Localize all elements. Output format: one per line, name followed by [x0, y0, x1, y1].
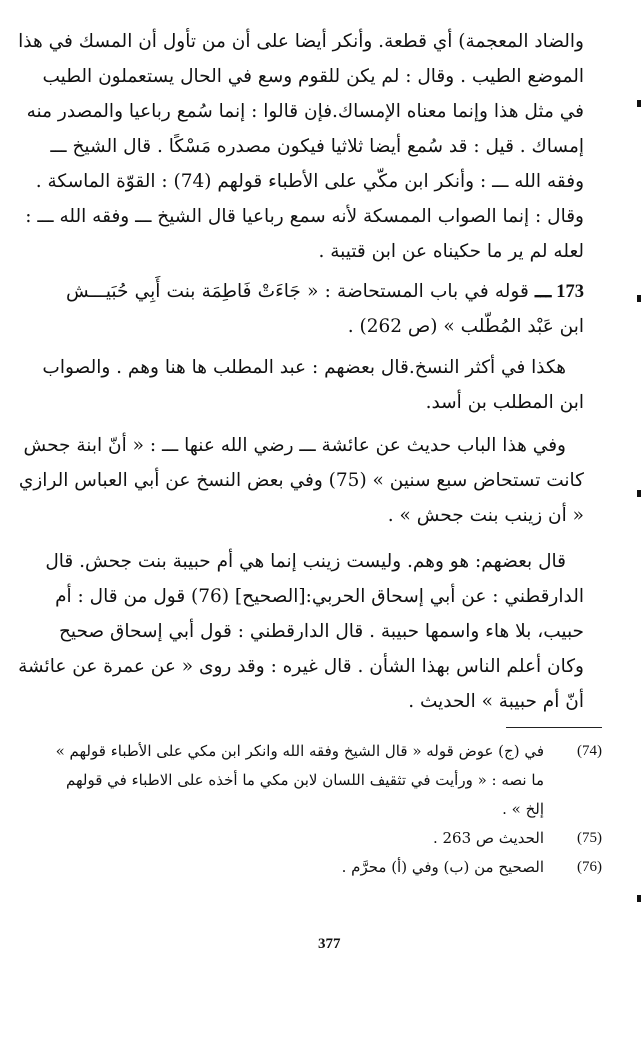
- footnote-74-continued: [66, 795, 602, 824]
- footnote-text: الحديث ص 263 .: [432, 829, 544, 847]
- footnote-76: [66, 853, 602, 882]
- text-line: أنّ أم حبيبة » الحديث .: [408, 691, 584, 712]
- footnote-text: ما نصه : « ورأيت في تثقيف اللسان لابن مكي ما أخذه على الاطباء في قولهم: [66, 771, 544, 789]
- text-line: حبيب، بلا هاء واسمها حبيبة . قال الدارقطني : قول أبي إسحاق صحيح: [58, 621, 584, 642]
- paragraph-1: [18, 24, 584, 269]
- text-line: وفي هذا الباب حديث عن عائشة ـــ رضي الله عنها ـــ : « أنّ ابنة جحش: [23, 435, 566, 456]
- scan-mark: [637, 895, 641, 902]
- text-line: وكان أعلم الناس بهذا الشأن . قال غيره : وقد روى « عن عمرة عن عائشة: [18, 656, 584, 677]
- text-line: « أن زينب بنت جحش » .: [387, 505, 584, 526]
- footnote-74: [55, 737, 602, 766]
- text-line: وقال : إنما الصواب الممسكة لأنه سمع رباعيا قال الشيخ ـــ وفقه الله ـــ :: [25, 206, 584, 227]
- text-line: والضاد المعجمة) أي قطعة. وأنكر أيضا على أن من تأول أن المسك في هذا: [18, 31, 584, 52]
- entry-text: قوله في باب المستحاضة : « جَاءَتْ فَاطِمَة بنت أَبِي حُبَيـــش: [66, 281, 529, 302]
- text-line: ابن المطلب بن أسد.: [425, 392, 584, 413]
- text-line: ابن عَبْد المُطّلب » (ص 262) .: [347, 316, 584, 337]
- entry-number: 173 ـــ: [535, 282, 584, 302]
- footnote-separator: [506, 727, 602, 728]
- footnotes: [55, 737, 602, 882]
- footnote-75: [66, 824, 602, 853]
- text-line: الدارقطني : عن أبي إسحاق الحربي:[الصحيح] (76) قول من قال : أم: [55, 586, 584, 607]
- scan-mark: [637, 100, 641, 107]
- paragraph-5: [18, 544, 584, 719]
- footnote-text: الصحيح من (ب) وفي (أ) محرَّم .: [341, 858, 544, 876]
- paragraph-4: [18, 428, 584, 533]
- footnote-number: (75): [577, 830, 602, 846]
- footnote-74-continued: [66, 766, 602, 795]
- text-line: قال بعضهم: هو وهم. وليست زينب إنما هي أم حبيبة بنت جحش. قال: [45, 551, 566, 572]
- text-line: وفقه الله ـــ : وأنكر ابن مكّي على الأطباء قولهم (74) : القوّة الماسكة .: [35, 171, 584, 192]
- text-line: الموضع الطيب . وقال : لم يكن للقوم وسع في الحال يستعملون الطيب: [42, 66, 584, 87]
- entry-173: [66, 274, 584, 344]
- scan-mark: [637, 295, 641, 302]
- footnote-text: في (ج) عوض قوله « قال الشيخ وفقه الله وانكر ابن مكي على الأطباء قولهم »: [55, 742, 544, 760]
- footnote-number: (76): [577, 859, 602, 875]
- footnote-number: (74): [577, 743, 602, 759]
- paragraph-3: [42, 350, 584, 420]
- text-line: في مثل هذا وإنما معناه الإمساك.فإن قالوا : إنما سُمع رباعيا والمصدر منه: [26, 101, 584, 122]
- text-line: إمساك . قيل : قد سُمع أيضا ثلاثيا فيكون مصدره مَسْكًا . قال الشيخ ـــ: [50, 136, 584, 157]
- text-line: كانت تستحاض سبع سنين » (75) وفي بعض النسخ عن أبي العباس الرازي: [18, 470, 584, 491]
- text-line: هكذا في أكثر النسخ.قال بعضهم : عبد المطلب ها هنا وهم . والصواب: [42, 357, 566, 378]
- footnote-text: إلخ » .: [502, 800, 544, 818]
- page-number: 377: [318, 936, 341, 952]
- text-line: لعله لم ير ما حكيناه عن ابن قتيبة .: [318, 241, 584, 262]
- text-line: [66, 274, 584, 309]
- scan-mark: [637, 490, 641, 497]
